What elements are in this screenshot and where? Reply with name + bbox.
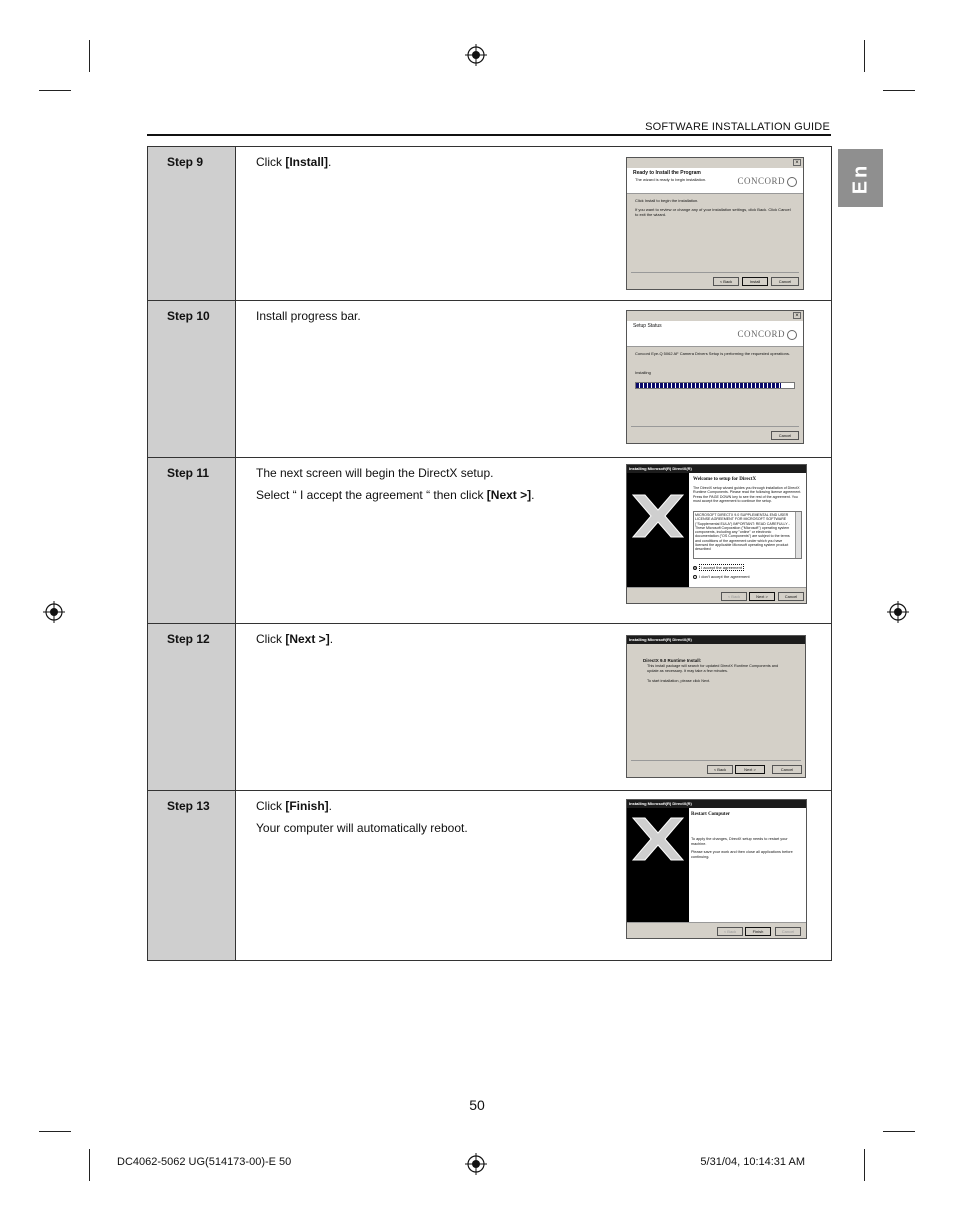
instruction-text: .: [329, 632, 334, 646]
dialog-heading: Restart Computer: [691, 812, 731, 817]
header-rule: [147, 134, 831, 136]
back-button[interactable]: < Back: [713, 277, 739, 286]
dialog-separator: [631, 426, 799, 427]
cancel-button[interactable]: Cancel: [771, 277, 799, 286]
crop-mark: [39, 1131, 71, 1132]
accept-radio-label: I accept the agreement: [701, 565, 742, 570]
crop-mark: [89, 40, 90, 72]
dialog-separator: [631, 760, 801, 761]
step-label: Step 9: [148, 147, 236, 301]
logo-ring-icon: [787, 177, 797, 187]
instruction-text: Select “ I accept the agreement “ then click: [256, 488, 487, 502]
instruction-text: .: [328, 155, 332, 169]
logo-ring-icon: [787, 330, 797, 340]
step-label: Step 12: [148, 624, 236, 791]
crop-mark: [883, 90, 915, 91]
window-titlebar: Installing Microsoft(R) DirectX(R): [627, 800, 806, 808]
directx-banner: [627, 808, 689, 922]
install-button[interactable]: Install: [742, 277, 768, 286]
registration-mark-icon: [465, 44, 487, 66]
registration-mark-icon: [465, 1153, 487, 1175]
step-row: [148, 624, 832, 791]
instruction-text: .: [328, 799, 333, 813]
next-button[interactable]: Next >: [749, 592, 775, 601]
crop-mark: [89, 1149, 90, 1181]
step-row: [148, 147, 832, 301]
step-body: [236, 624, 832, 791]
page-number: 50: [469, 1097, 485, 1113]
dialog-heading: Ready to Install the Program: [633, 170, 701, 176]
instruction-emphasis: [Finish]: [285, 799, 329, 813]
language-tab: [838, 149, 883, 207]
finish-button[interactable]: Finish: [745, 927, 771, 936]
dialog-text: Click Install to begin the installation.: [635, 198, 699, 203]
section-header: SOFTWARE INSTALLATION GUIDE: [645, 121, 830, 133]
dialog-heading: Welcome to setup for DirectX: [693, 477, 757, 482]
step-row: [148, 458, 832, 624]
cancel-button[interactable]: Cancel: [771, 431, 799, 440]
close-icon: ×: [793, 312, 801, 319]
dialog-text: Concord Eye-Q 5062 AF Camera Drivers Setup is performing the requested operations.: [635, 351, 790, 356]
window-titlebar: Installing Microsoft(R) DirectX(R): [627, 636, 805, 644]
license-text: MICROSOFT DIRECTX 9.0 SUPPLEMENTAL END USER LICENSE AGREEMENT FOR MICROSOFT SOFTWARE ("Supplemental EULA") IMPORTANT: READ CAREFULLY - These Microsoft Corporation ("Microsoft") operating system components, including any "online" or electronic documentation ("OS Components") are subject to the terms and conditions of the agreement under which you have licensed the applicable Microsoft operating system product described: [695, 513, 790, 552]
dialog-header: [627, 321, 803, 347]
decline-radio-label: I don't accept the agreement: [699, 574, 750, 579]
radio-unselected-icon: [693, 575, 697, 579]
concord-logo: [737, 329, 797, 340]
accept-radio[interactable]: [693, 564, 802, 571]
instruction-text: Click: [256, 799, 286, 813]
steps-table: [147, 146, 832, 961]
progress-bar: [635, 382, 795, 389]
language-tab-label: En: [849, 162, 871, 194]
license-textbox[interactable]: [693, 511, 802, 559]
license-scrollbar[interactable]: [795, 512, 801, 558]
instruction-text: Click: [256, 632, 286, 646]
setup-status-screenshot: [626, 310, 804, 444]
directx-logo-icon: [631, 493, 685, 539]
instruction-emphasis: [Next >]: [285, 632, 330, 646]
directx-license-screenshot: [626, 464, 807, 604]
directx-logo-icon: [631, 816, 685, 862]
crop-mark: [39, 90, 71, 91]
radio-selected-icon: [693, 566, 697, 570]
crop-mark: [864, 40, 865, 72]
dialog-text: If you want to review or change any of your installation settings, click Back. Click Cancel to exit the wizard.: [635, 207, 791, 217]
dialog-text: This install package will search for updated DirectX Runtime Components and update as necessary. It may take a few minutes.: [647, 664, 779, 673]
dialog-text: The DirectX setup wizard guides you through installation of DirectX Runtime Components. Please read the following license agreement. Press the PAGE DOWN key to see the rest of the agreement. You must accept the agreement to continue the setup.: [693, 486, 802, 503]
close-icon: ×: [793, 159, 801, 166]
back-button[interactable]: < Back: [721, 592, 747, 601]
step-row: [148, 791, 832, 961]
step-label: Step 13: [148, 791, 236, 961]
cancel-button[interactable]: Cancel: [775, 927, 801, 936]
instruction-text: Your computer will automatically reboot.: [256, 821, 468, 835]
footer-timestamp: 5/31/04, 10:14:31 AM: [700, 1156, 805, 1168]
dialog-subheading: The wizard is ready to begin installation.: [635, 177, 707, 182]
step-body: [236, 458, 832, 624]
step-label: Step 10: [148, 301, 236, 458]
footer-document-id: DC4062-5062 UG(514173-00)-E 50: [117, 1156, 292, 1168]
back-button[interactable]: < Back: [717, 927, 743, 936]
directx-banner: [627, 473, 689, 587]
registration-mark-icon: [43, 601, 65, 623]
button-strip: [627, 922, 806, 938]
cancel-button[interactable]: Cancel: [778, 592, 804, 601]
dialog-heading: DirectX 9.0 Runtime Install:: [643, 658, 702, 663]
instruction-text: Click: [256, 155, 286, 169]
dialog-text: To start installation, please click Next.: [647, 679, 711, 683]
step-body: [236, 301, 832, 458]
install-ready-screenshot: [626, 157, 804, 290]
instruction-text: The next screen will begin the DirectX setup.: [256, 466, 494, 480]
button-strip: [627, 587, 806, 603]
decline-radio[interactable]: [693, 574, 802, 579]
dialog-text: Please save your work and then close all applications before continuing.: [691, 850, 793, 859]
window-titlebar: Installing Microsoft(R) DirectX(R): [627, 465, 806, 473]
dialog-text: To apply the changes, DirectX setup needs to restart your machine.: [691, 837, 788, 846]
window-titlebar: [627, 158, 803, 168]
step-row: [148, 301, 832, 458]
logo-text: CONCORD: [737, 329, 785, 339]
dialog-content: [627, 644, 805, 684]
dialog-content: [693, 477, 802, 579]
dialog-header: [627, 168, 803, 194]
step-body: [236, 147, 832, 301]
instruction-emphasis: [Install]: [285, 155, 329, 169]
window-titlebar: [627, 311, 803, 321]
crop-mark: [883, 1131, 915, 1132]
directx-install-screenshot: [626, 635, 806, 778]
registration-mark-icon: [887, 601, 909, 623]
instruction-text: .: [531, 488, 535, 502]
next-button[interactable]: Next >: [735, 765, 765, 774]
dialog-separator: [631, 272, 799, 273]
instruction-text: Install progress bar.: [256, 309, 361, 323]
dialog-content: [691, 812, 800, 859]
back-button[interactable]: < Back: [707, 765, 733, 774]
directx-restart-screenshot: [626, 799, 807, 939]
progress-bar-fill: [636, 383, 781, 388]
step-body: [236, 791, 832, 961]
progress-status-text: Installing: [635, 370, 651, 375]
cancel-button[interactable]: Cancel: [772, 765, 802, 774]
instruction-emphasis: [Next >]: [486, 488, 532, 502]
logo-text: CONCORD: [737, 176, 785, 186]
concord-logo: [737, 176, 797, 187]
step-label: Step 11: [148, 458, 236, 624]
crop-mark: [864, 1149, 865, 1181]
dialog-heading: Setup Status: [633, 323, 662, 329]
